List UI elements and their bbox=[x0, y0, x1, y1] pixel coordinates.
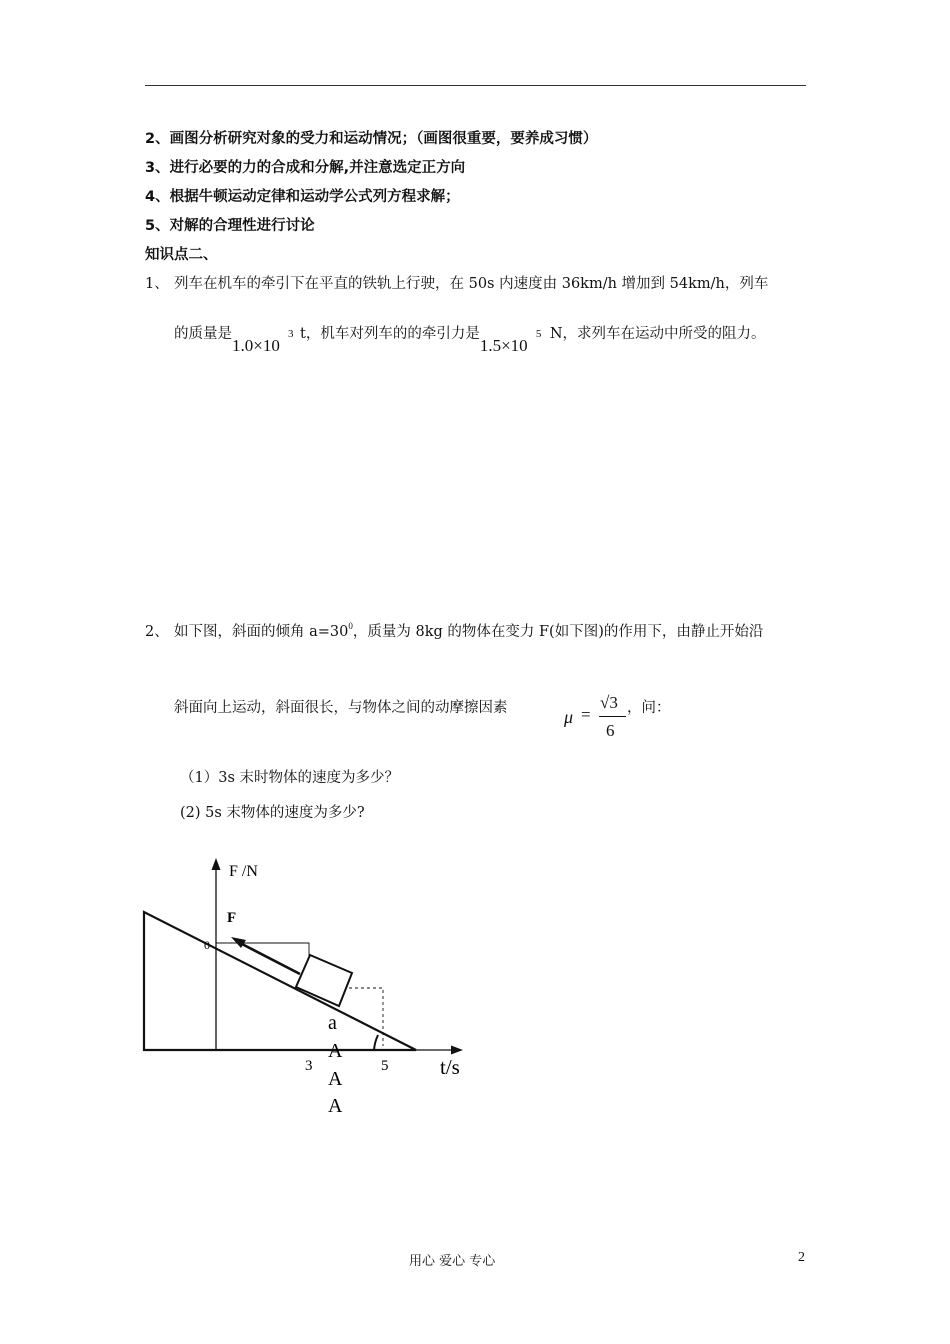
tick-label-5: 5 bbox=[381, 1058, 389, 1074]
mass-exponent: 3 bbox=[288, 328, 294, 340]
stray-letter-1: A bbox=[328, 1040, 343, 1062]
incline-triangle bbox=[144, 912, 416, 1050]
problem2-line1: 如下图，斜面的倾角 $a=30^0$，质量为 8kg 的物体在变力 F(如下图)的作用下，由静止开始沿 bbox=[174, 621, 764, 640]
question-2: (2) 5s 末物体的速度为多少? bbox=[180, 805, 365, 821]
tick-label-3: 3 bbox=[305, 1058, 313, 1074]
force-arrow bbox=[240, 943, 300, 974]
mu-numerator: √3 bbox=[600, 693, 618, 712]
force-exponent: 5 bbox=[535, 328, 542, 340]
page-number: 2 bbox=[798, 1250, 805, 1265]
origin-label: 0 bbox=[204, 938, 210, 952]
problem1-line2: 的质量是 1.0×10 3 t，机车对列车的的牵引力是 1.5×10 5 N，求列车在运动中所受的阻力。 bbox=[174, 326, 766, 355]
x-axis-arrow bbox=[451, 1046, 463, 1055]
force-label: F bbox=[227, 910, 237, 926]
problem2-line2-end: ，问： bbox=[627, 700, 671, 716]
force-segment-0-3 bbox=[216, 943, 309, 960]
block bbox=[296, 955, 352, 1006]
stray-letter-2: A bbox=[328, 1068, 343, 1090]
mu-equals: = bbox=[581, 705, 591, 724]
step-3: 3、进行必要的力的合成和分解,并注意选定正方向 bbox=[145, 160, 466, 176]
y-axis-label: F /N bbox=[229, 863, 258, 880]
x-axis-label: t/s bbox=[440, 1055, 460, 1079]
step-4: 4、根据牛顿运动定律和运动学公式列方程求解； bbox=[145, 189, 460, 205]
footer-motto: 用心 爱心 专心 bbox=[409, 1254, 496, 1269]
mu-denominator: 6 bbox=[606, 721, 615, 740]
problem1-number: 1、 bbox=[145, 276, 169, 292]
step-5: 5、对解的合理性进行讨论 bbox=[145, 218, 315, 234]
angle-arc bbox=[374, 1035, 378, 1050]
problem2-line2: 斜面向上运动，斜面很长，与物体之间的动摩擦因素 bbox=[174, 700, 508, 716]
y-axis-arrow bbox=[212, 858, 221, 870]
mu-symbol: μ bbox=[564, 707, 574, 727]
force-value: 1.5×10 bbox=[479, 336, 528, 355]
angle-label: a bbox=[328, 1012, 337, 1034]
question-1: （1）3s 末时物体的速度为多少？ bbox=[180, 770, 399, 786]
problem2-number: 2、 bbox=[145, 624, 169, 640]
step-2: 2、画图分析研究对象的受力和运动情况；（画图很重要，要养成习惯） bbox=[145, 131, 598, 147]
problem1-line1: 列车在机车的牵引下在平直的铁轨上行驶，在 50s 内速度由 36km/h 增加到 54km/h，列车 bbox=[174, 276, 769, 292]
stray-letter-3: A bbox=[328, 1095, 343, 1117]
section-title: 知识点二、 bbox=[145, 247, 218, 263]
mass-value: 1.0×10 bbox=[232, 336, 280, 355]
